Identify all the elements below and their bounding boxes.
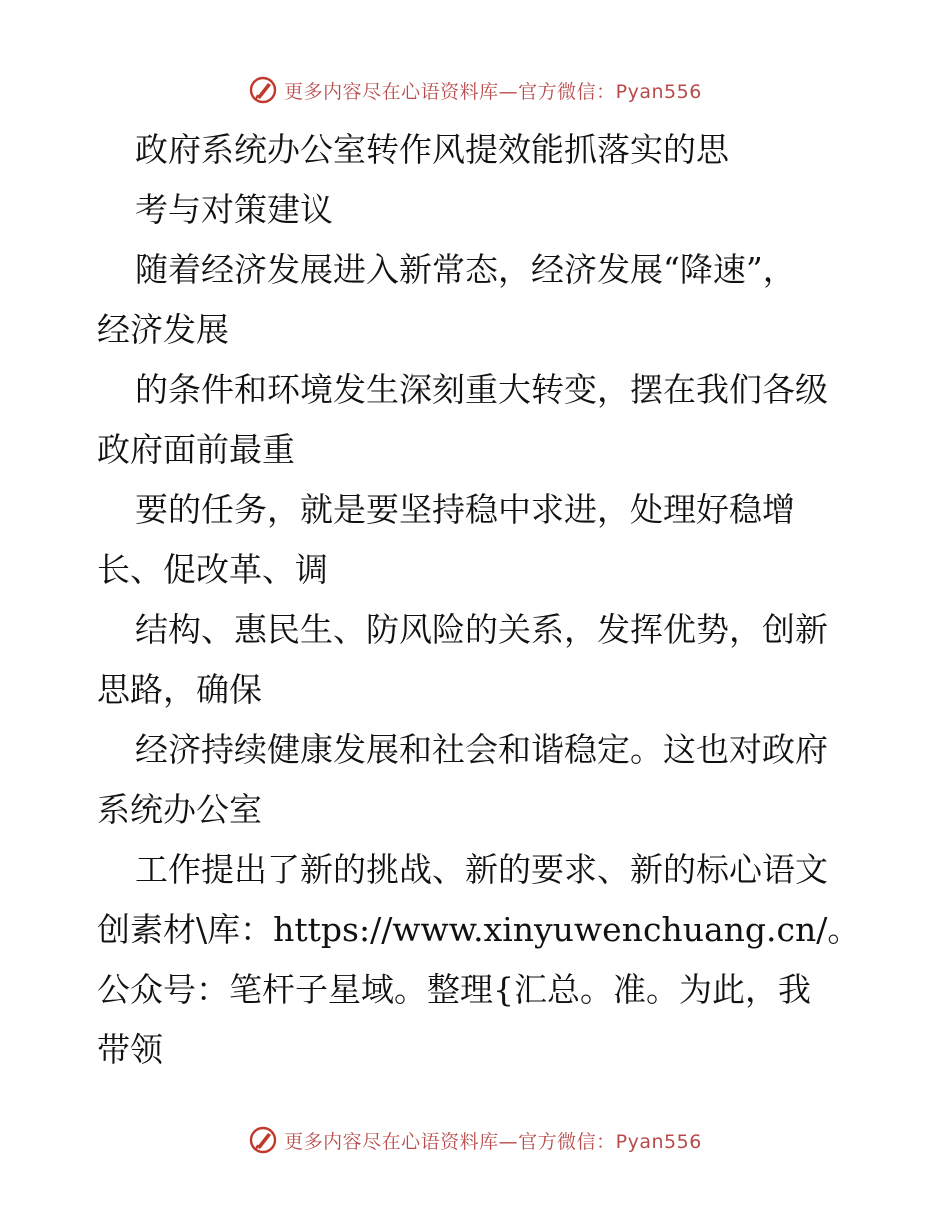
text-line: 经济发展 <box>97 310 229 349</box>
text-line: 考与对策建议 <box>135 190 333 229</box>
text-line: 经济持续健康发展和社会和谐稳定。这也对政府 <box>135 730 828 769</box>
text-line: 政府面前最重 <box>97 430 295 469</box>
text-line: 思路，确保 <box>97 670 262 709</box>
text-line: 政府系统办公室转作风提效能抓落实的思 <box>135 130 729 169</box>
header-watermark-banner <box>0 70 950 110</box>
text-line: 结构、惠民生、防风险的关系，发挥优势，创新 <box>135 610 828 649</box>
text-line: 随着经济发展进入新常态，经济发展“降速”， <box>135 250 796 289</box>
text-line: 创素材\库：https://www.xinyuwenchuang.cn/。 <box>97 910 861 949</box>
text-line: 公众号：笔杆子星域。整理{汇总。准。为此，我 <box>97 970 811 1009</box>
quill-logo-icon <box>248 75 278 105</box>
text-line: 要的任务，就是要坚持稳中求进，处理好稳增 <box>135 490 795 529</box>
text-line: 系统办公室 <box>97 790 262 829</box>
document-body <box>97 120 867 1080</box>
header-watermark-text: 更多内容尽在心语资料库—官方微信：Pyan556 <box>284 80 702 103</box>
text-line: 的条件和环境发生深刻重大转变，摆在我们各级 <box>135 370 828 409</box>
text-line: 长、促改革、调 <box>97 550 328 589</box>
footer-watermark-banner <box>0 1120 950 1160</box>
text-line: 工作提出了新的挑战、新的要求、新的标心语文 <box>135 850 828 889</box>
text-line: 带领 <box>97 1030 163 1069</box>
quill-logo-icon <box>248 1125 278 1155</box>
footer-watermark-text: 更多内容尽在心语资料库—官方微信：Pyan556 <box>284 1130 702 1153</box>
